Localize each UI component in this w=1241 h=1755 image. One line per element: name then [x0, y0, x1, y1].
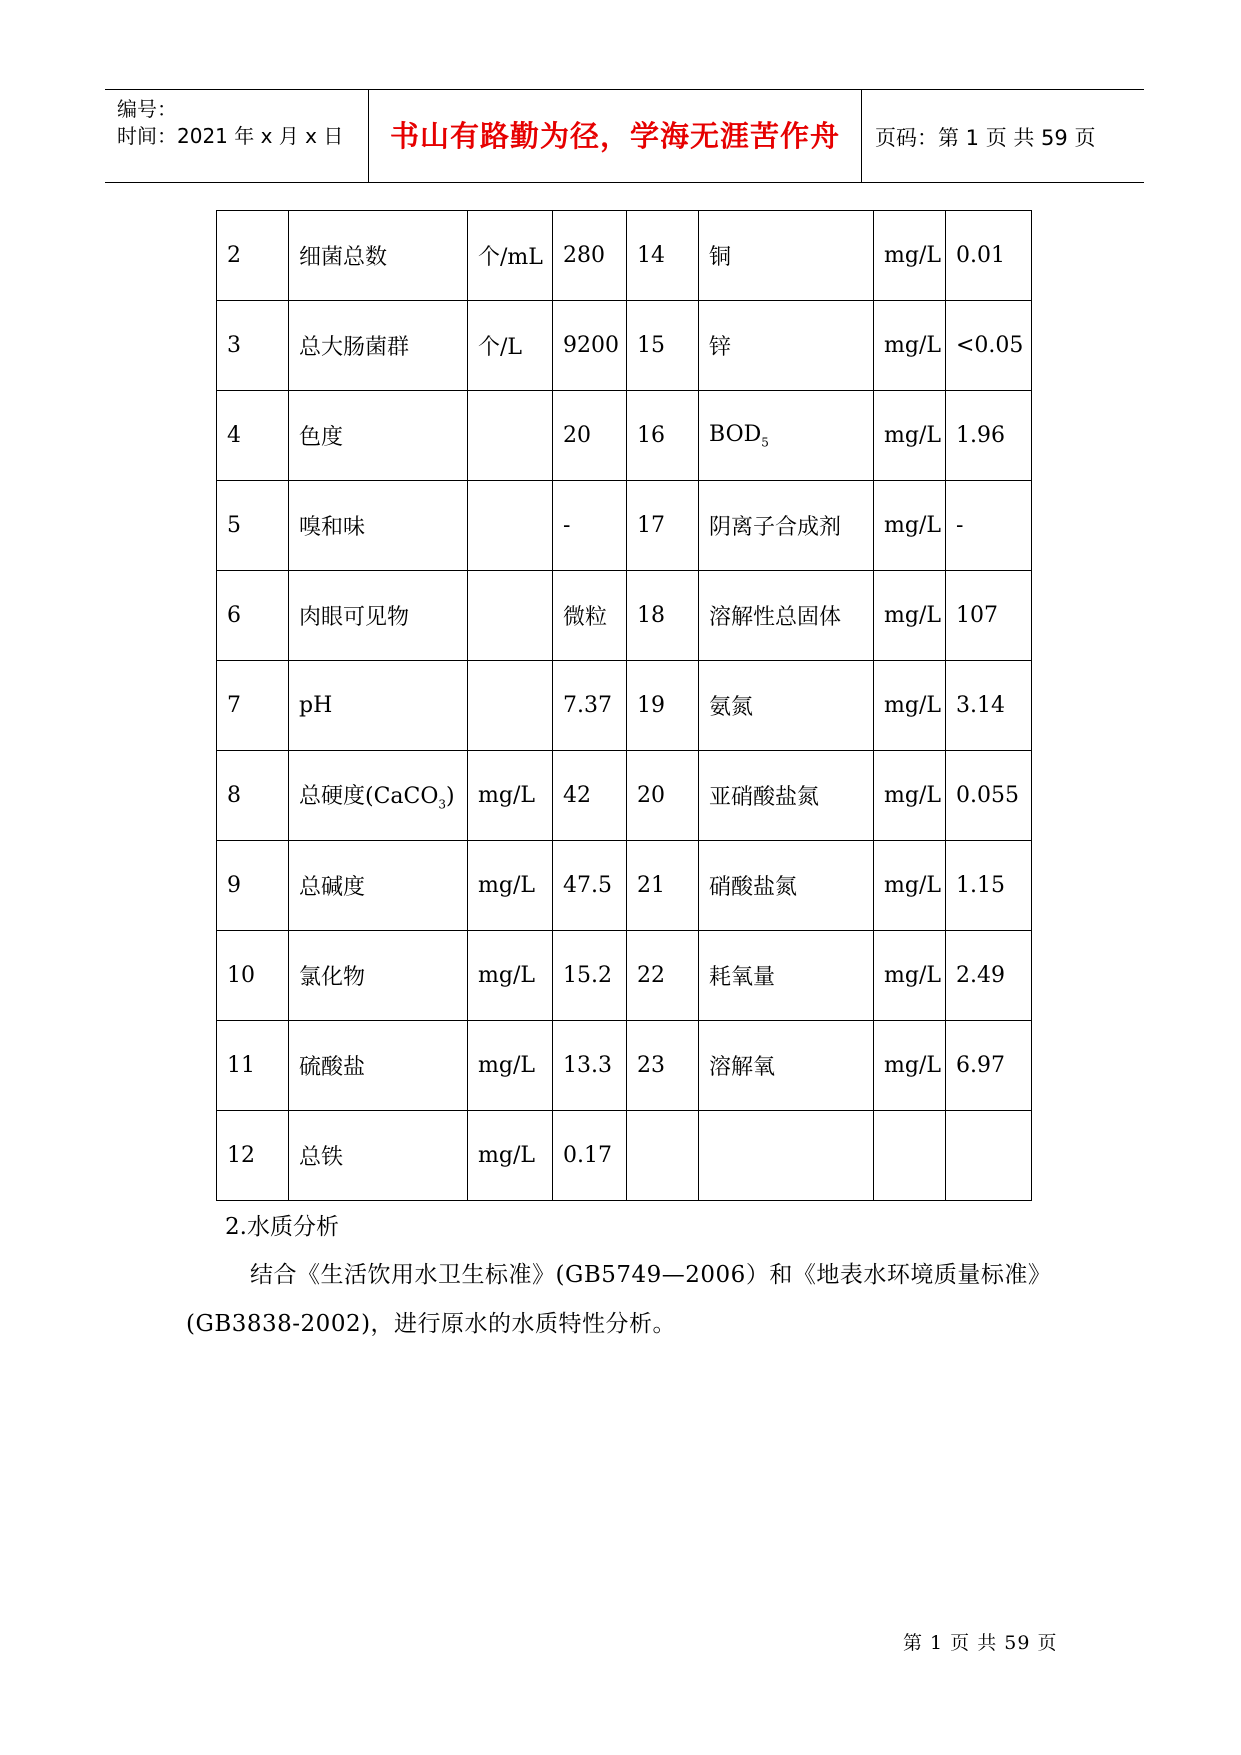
item-name-text: 硝酸盐氮 — [709, 875, 798, 900]
cell-unit — [468, 1111, 553, 1201]
section-heading: 2.水质分析 — [225, 1214, 339, 1240]
cell-unit — [468, 571, 553, 661]
cell-unit — [468, 751, 553, 841]
row-number-text: 6 — [227, 603, 241, 628]
cell-row-number — [217, 391, 289, 481]
cell-value — [946, 751, 1032, 841]
item-name-text: 铜 — [709, 245, 732, 270]
row-number-text: 7 — [227, 693, 241, 718]
unit-text: mg/L — [478, 963, 535, 988]
cell-row-number — [217, 751, 289, 841]
table-row — [217, 301, 1032, 391]
cell-row-number — [627, 301, 699, 391]
cell-value — [946, 481, 1032, 571]
unit-text: mg/L — [884, 1053, 941, 1078]
value-text: 1.15 — [956, 873, 1005, 898]
header-meta — [117, 96, 343, 150]
document-time-label: 时间：2021 年 x 月 x 日 — [117, 124, 344, 148]
cell-row-number — [217, 931, 289, 1021]
row-number-text: 2 — [227, 243, 241, 268]
row-number-text: 11 — [227, 1053, 255, 1078]
cell-item-name — [289, 1021, 468, 1111]
row-number-text: 23 — [637, 1053, 665, 1078]
value-text: 0.055 — [956, 783, 1019, 808]
cell-item-name — [289, 481, 468, 571]
cell-row-number — [627, 751, 699, 841]
cell-value — [553, 931, 627, 1021]
cell-item-name — [289, 391, 468, 481]
value-text: 微粒 — [563, 605, 608, 630]
row-number-text: 9 — [227, 873, 241, 898]
cell-value — [553, 391, 627, 481]
item-name-text: 总大肠菌群 — [299, 335, 410, 360]
cell-unit — [874, 571, 946, 661]
cell-item-name — [289, 1111, 468, 1201]
value-text: 42 — [563, 783, 591, 808]
unit-text: mg/L — [884, 693, 941, 718]
table-row — [217, 211, 1032, 301]
row-number-text: 18 — [637, 603, 665, 628]
row-number-text: 21 — [637, 873, 665, 898]
unit-text: mg/L — [884, 423, 941, 448]
cell-value — [553, 571, 627, 661]
header-page-info: 页码：第 1 页 共 59 页 — [875, 126, 1096, 150]
row-number-text: 17 — [637, 513, 665, 538]
row-number-text: 22 — [637, 963, 665, 988]
cell-value — [946, 301, 1032, 391]
row-number-text: 20 — [637, 783, 665, 808]
cell-row-number — [217, 1021, 289, 1111]
header-motto: 书山有路勤为径，学海无涯苦作舟 — [389, 119, 840, 153]
item-name-text: 总硬度(CaCO — [299, 784, 439, 810]
table-row — [217, 1021, 1032, 1111]
cell-unit — [468, 1021, 553, 1111]
cell-item-name — [699, 1021, 874, 1111]
item-name-text: 总碱度 — [299, 875, 366, 900]
table-row — [217, 751, 1032, 841]
cell-unit — [874, 1021, 946, 1111]
cell-value — [553, 751, 627, 841]
cell-item-name — [699, 481, 874, 571]
unit-text: mg/L — [884, 783, 941, 808]
cell-value — [946, 841, 1032, 931]
cell-item-name — [289, 301, 468, 391]
item-name-text: 亚硝酸盐氮 — [709, 785, 820, 810]
cell-value — [946, 931, 1032, 1021]
row-number-text: 14 — [637, 243, 665, 268]
cell-unit — [874, 301, 946, 391]
cell-unit — [468, 481, 553, 571]
table-row — [217, 391, 1032, 481]
cell-item-name — [289, 661, 468, 751]
page-header — [105, 89, 1144, 183]
cell-value — [553, 661, 627, 751]
value-text: 280 — [563, 243, 605, 268]
document-number-label: 编号： — [117, 97, 177, 121]
cell-item-name — [289, 841, 468, 931]
cell-unit — [874, 931, 946, 1021]
cell-value — [946, 1021, 1032, 1111]
cell-row-number — [627, 571, 699, 661]
unit-text: mg/L — [884, 513, 941, 538]
unit-text: mg/L — [884, 603, 941, 628]
row-number-text: 15 — [637, 333, 665, 358]
cell-row-number — [217, 571, 289, 661]
unit-text: mg/L — [478, 1053, 535, 1078]
cell-unit — [468, 391, 553, 481]
cell-unit — [874, 751, 946, 841]
value-text: 13.3 — [563, 1053, 612, 1078]
item-name-text: 肉眼可见物 — [299, 605, 410, 630]
cell-item-name — [699, 841, 874, 931]
paragraph-line: (GB3838-2002)，进行原水的水质特性分析。 — [186, 1311, 677, 1337]
value-text: 1.96 — [956, 423, 1005, 448]
cell-row-number — [627, 481, 699, 571]
value-text: <0.05 — [956, 333, 1024, 358]
item-name-text: 溶解氧 — [709, 1055, 776, 1080]
item-name-text: BOD — [709, 421, 762, 447]
value-text: 9200 — [563, 333, 619, 358]
cell-row-number — [217, 211, 289, 301]
table-row — [217, 571, 1032, 661]
cell-unit — [468, 841, 553, 931]
row-number-text: 5 — [227, 513, 241, 538]
cell-item-name — [699, 931, 874, 1021]
cell-item-name — [699, 571, 874, 661]
cell-row-number — [627, 1021, 699, 1111]
value-text: - — [956, 513, 964, 538]
table-row — [217, 841, 1032, 931]
value-text: 3.14 — [956, 693, 1005, 718]
cell-row-number — [217, 1111, 289, 1201]
cell-unit — [874, 481, 946, 571]
subscript: 5 — [761, 435, 769, 450]
value-text: 2.49 — [956, 963, 1005, 988]
item-name-text: 氨氮 — [709, 695, 754, 720]
unit-text: mg/L — [884, 333, 941, 358]
value-text: 7.37 — [563, 693, 612, 718]
cell-unit — [468, 211, 553, 301]
cell-unit — [468, 661, 553, 751]
cell-item-name — [289, 931, 468, 1021]
cell-value — [553, 481, 627, 571]
cell-unit — [468, 931, 553, 1021]
value-text: 0.17 — [563, 1143, 612, 1168]
page-footer: 第 1 页 共 59 页 — [903, 1632, 1058, 1654]
row-number-text: 19 — [637, 693, 665, 718]
paragraph-line: 结合《生活饮用水卫生标准》(GB5749—2006）和《地表水环境质量标准》 — [250, 1262, 1052, 1288]
cell-unit — [874, 1111, 946, 1201]
cell-row-number — [627, 211, 699, 301]
item-name-text: pH — [299, 693, 333, 718]
cell-item-name — [699, 391, 874, 481]
cell-unit — [874, 391, 946, 481]
unit-text: mg/L — [478, 873, 535, 898]
unit-text: 个/L — [478, 335, 523, 360]
item-name-text: 耗氧量 — [709, 965, 776, 990]
cell-unit — [874, 661, 946, 751]
cell-value — [946, 211, 1032, 301]
row-number-text: 3 — [227, 333, 241, 358]
cell-row-number — [627, 841, 699, 931]
item-name-text: 阴离子合成剂 — [709, 515, 842, 540]
cell-value — [553, 1021, 627, 1111]
cell-row-number — [217, 481, 289, 571]
value-text: 107 — [956, 603, 998, 628]
row-number-text: 4 — [227, 423, 241, 448]
cell-row-number — [217, 301, 289, 391]
table-row — [217, 1111, 1032, 1201]
cell-value — [946, 571, 1032, 661]
cell-item-name — [699, 211, 874, 301]
unit-text: mg/L — [884, 963, 941, 988]
cell-item-name — [289, 751, 468, 841]
row-number-text: 16 — [637, 423, 665, 448]
item-name-text: 氯化物 — [299, 965, 366, 990]
value-text: 47.5 — [563, 873, 612, 898]
cell-value — [553, 1111, 627, 1201]
cell-row-number — [627, 661, 699, 751]
unit-text: mg/L — [478, 1143, 535, 1168]
value-text: - — [563, 513, 571, 538]
item-name-text: 溶解性总固体 — [709, 605, 842, 630]
cell-value — [946, 391, 1032, 481]
item-name-text: 嗅和味 — [299, 515, 366, 540]
table-row — [217, 481, 1032, 571]
cell-value — [946, 1111, 1032, 1201]
item-name-text: 锌 — [709, 335, 732, 360]
suffix-text: ) — [446, 784, 455, 810]
unit-text: 个/mL — [478, 245, 543, 270]
header-divider — [861, 90, 862, 182]
cell-value — [553, 301, 627, 391]
row-number-text: 8 — [227, 783, 241, 808]
item-name-text: 硫酸盐 — [299, 1055, 366, 1080]
cell-row-number — [627, 391, 699, 481]
cell-value — [946, 661, 1032, 751]
table-row — [217, 931, 1032, 1021]
cell-item-name — [699, 301, 874, 391]
cell-value — [553, 211, 627, 301]
value-text: 0.01 — [956, 243, 1005, 268]
row-number-text: 10 — [227, 963, 255, 988]
unit-text: mg/L — [478, 783, 535, 808]
value-text: 6.97 — [956, 1053, 1005, 1078]
item-name-text: 细菌总数 — [299, 245, 388, 270]
cell-item-name — [289, 211, 468, 301]
cell-item-name — [289, 571, 468, 661]
subscript: 3 — [438, 797, 447, 812]
unit-text: mg/L — [884, 873, 941, 898]
item-name-text: 总铁 — [299, 1145, 344, 1170]
value-text: 20 — [563, 423, 591, 448]
cell-value — [553, 841, 627, 931]
row-number-text: 12 — [227, 1143, 255, 1168]
unit-text: mg/L — [884, 243, 941, 268]
cell-item-name — [699, 751, 874, 841]
cell-row-number — [627, 1111, 699, 1201]
cell-row-number — [627, 931, 699, 1021]
water-quality-table — [216, 210, 1032, 1201]
cell-row-number — [217, 661, 289, 751]
item-name-text: 色度 — [299, 425, 344, 450]
cell-item-name — [699, 661, 874, 751]
value-text: 15.2 — [563, 963, 612, 988]
cell-unit — [874, 841, 946, 931]
table-row — [217, 661, 1032, 751]
cell-item-name — [699, 1111, 874, 1201]
cell-row-number — [217, 841, 289, 931]
cell-unit — [468, 301, 553, 391]
cell-unit — [874, 211, 946, 301]
